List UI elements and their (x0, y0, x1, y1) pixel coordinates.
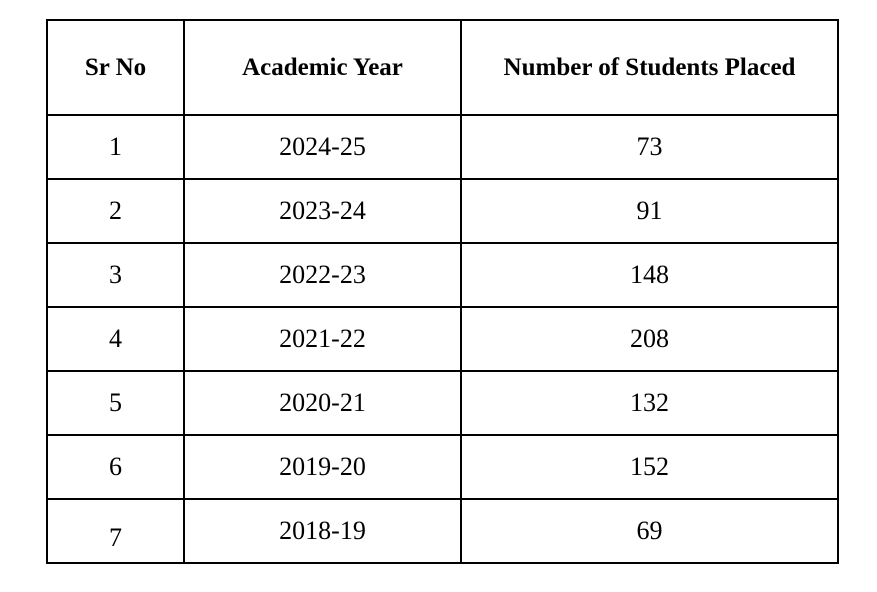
cell-academic-year: 2019-20 (184, 435, 461, 499)
cell-academic-year: 2020-21 (184, 371, 461, 435)
table-row (47, 243, 838, 307)
cell-students-placed: 69 (461, 499, 838, 563)
cell-students-placed: 91 (461, 179, 838, 243)
cell-students-placed: 148 (461, 243, 838, 307)
cell-academic-year: 2024-25 (184, 115, 461, 179)
placement-table-container (46, 19, 839, 564)
header-row (47, 20, 838, 115)
cell-sr: 5 (47, 371, 184, 435)
table-row (47, 115, 838, 179)
cell-sr: 4 (47, 307, 184, 371)
cell-sr: 1 (47, 115, 184, 179)
cell-academic-year: 2022-23 (184, 243, 461, 307)
cell-students-placed: 73 (461, 115, 838, 179)
cell-students-placed: 152 (461, 435, 838, 499)
cell-academic-year: 2023-24 (184, 179, 461, 243)
cell-sr: 7 (47, 499, 184, 563)
placement-table (46, 19, 839, 564)
table-row (47, 179, 838, 243)
cell-students-placed: 208 (461, 307, 838, 371)
table-row (47, 371, 838, 435)
col-header-academic-year: Academic Year (184, 20, 461, 115)
cell-academic-year: 2018-19 (184, 499, 461, 563)
table-row (47, 499, 838, 563)
cell-academic-year: 2021-22 (184, 307, 461, 371)
table-row (47, 435, 838, 499)
cell-sr: 6 (47, 435, 184, 499)
cell-sr: 3 (47, 243, 184, 307)
col-header-students-placed: Number of Students Placed (461, 20, 838, 115)
cell-sr: 2 (47, 179, 184, 243)
table-row (47, 307, 838, 371)
col-header-sr-no: Sr No (47, 20, 184, 115)
cell-students-placed: 132 (461, 371, 838, 435)
